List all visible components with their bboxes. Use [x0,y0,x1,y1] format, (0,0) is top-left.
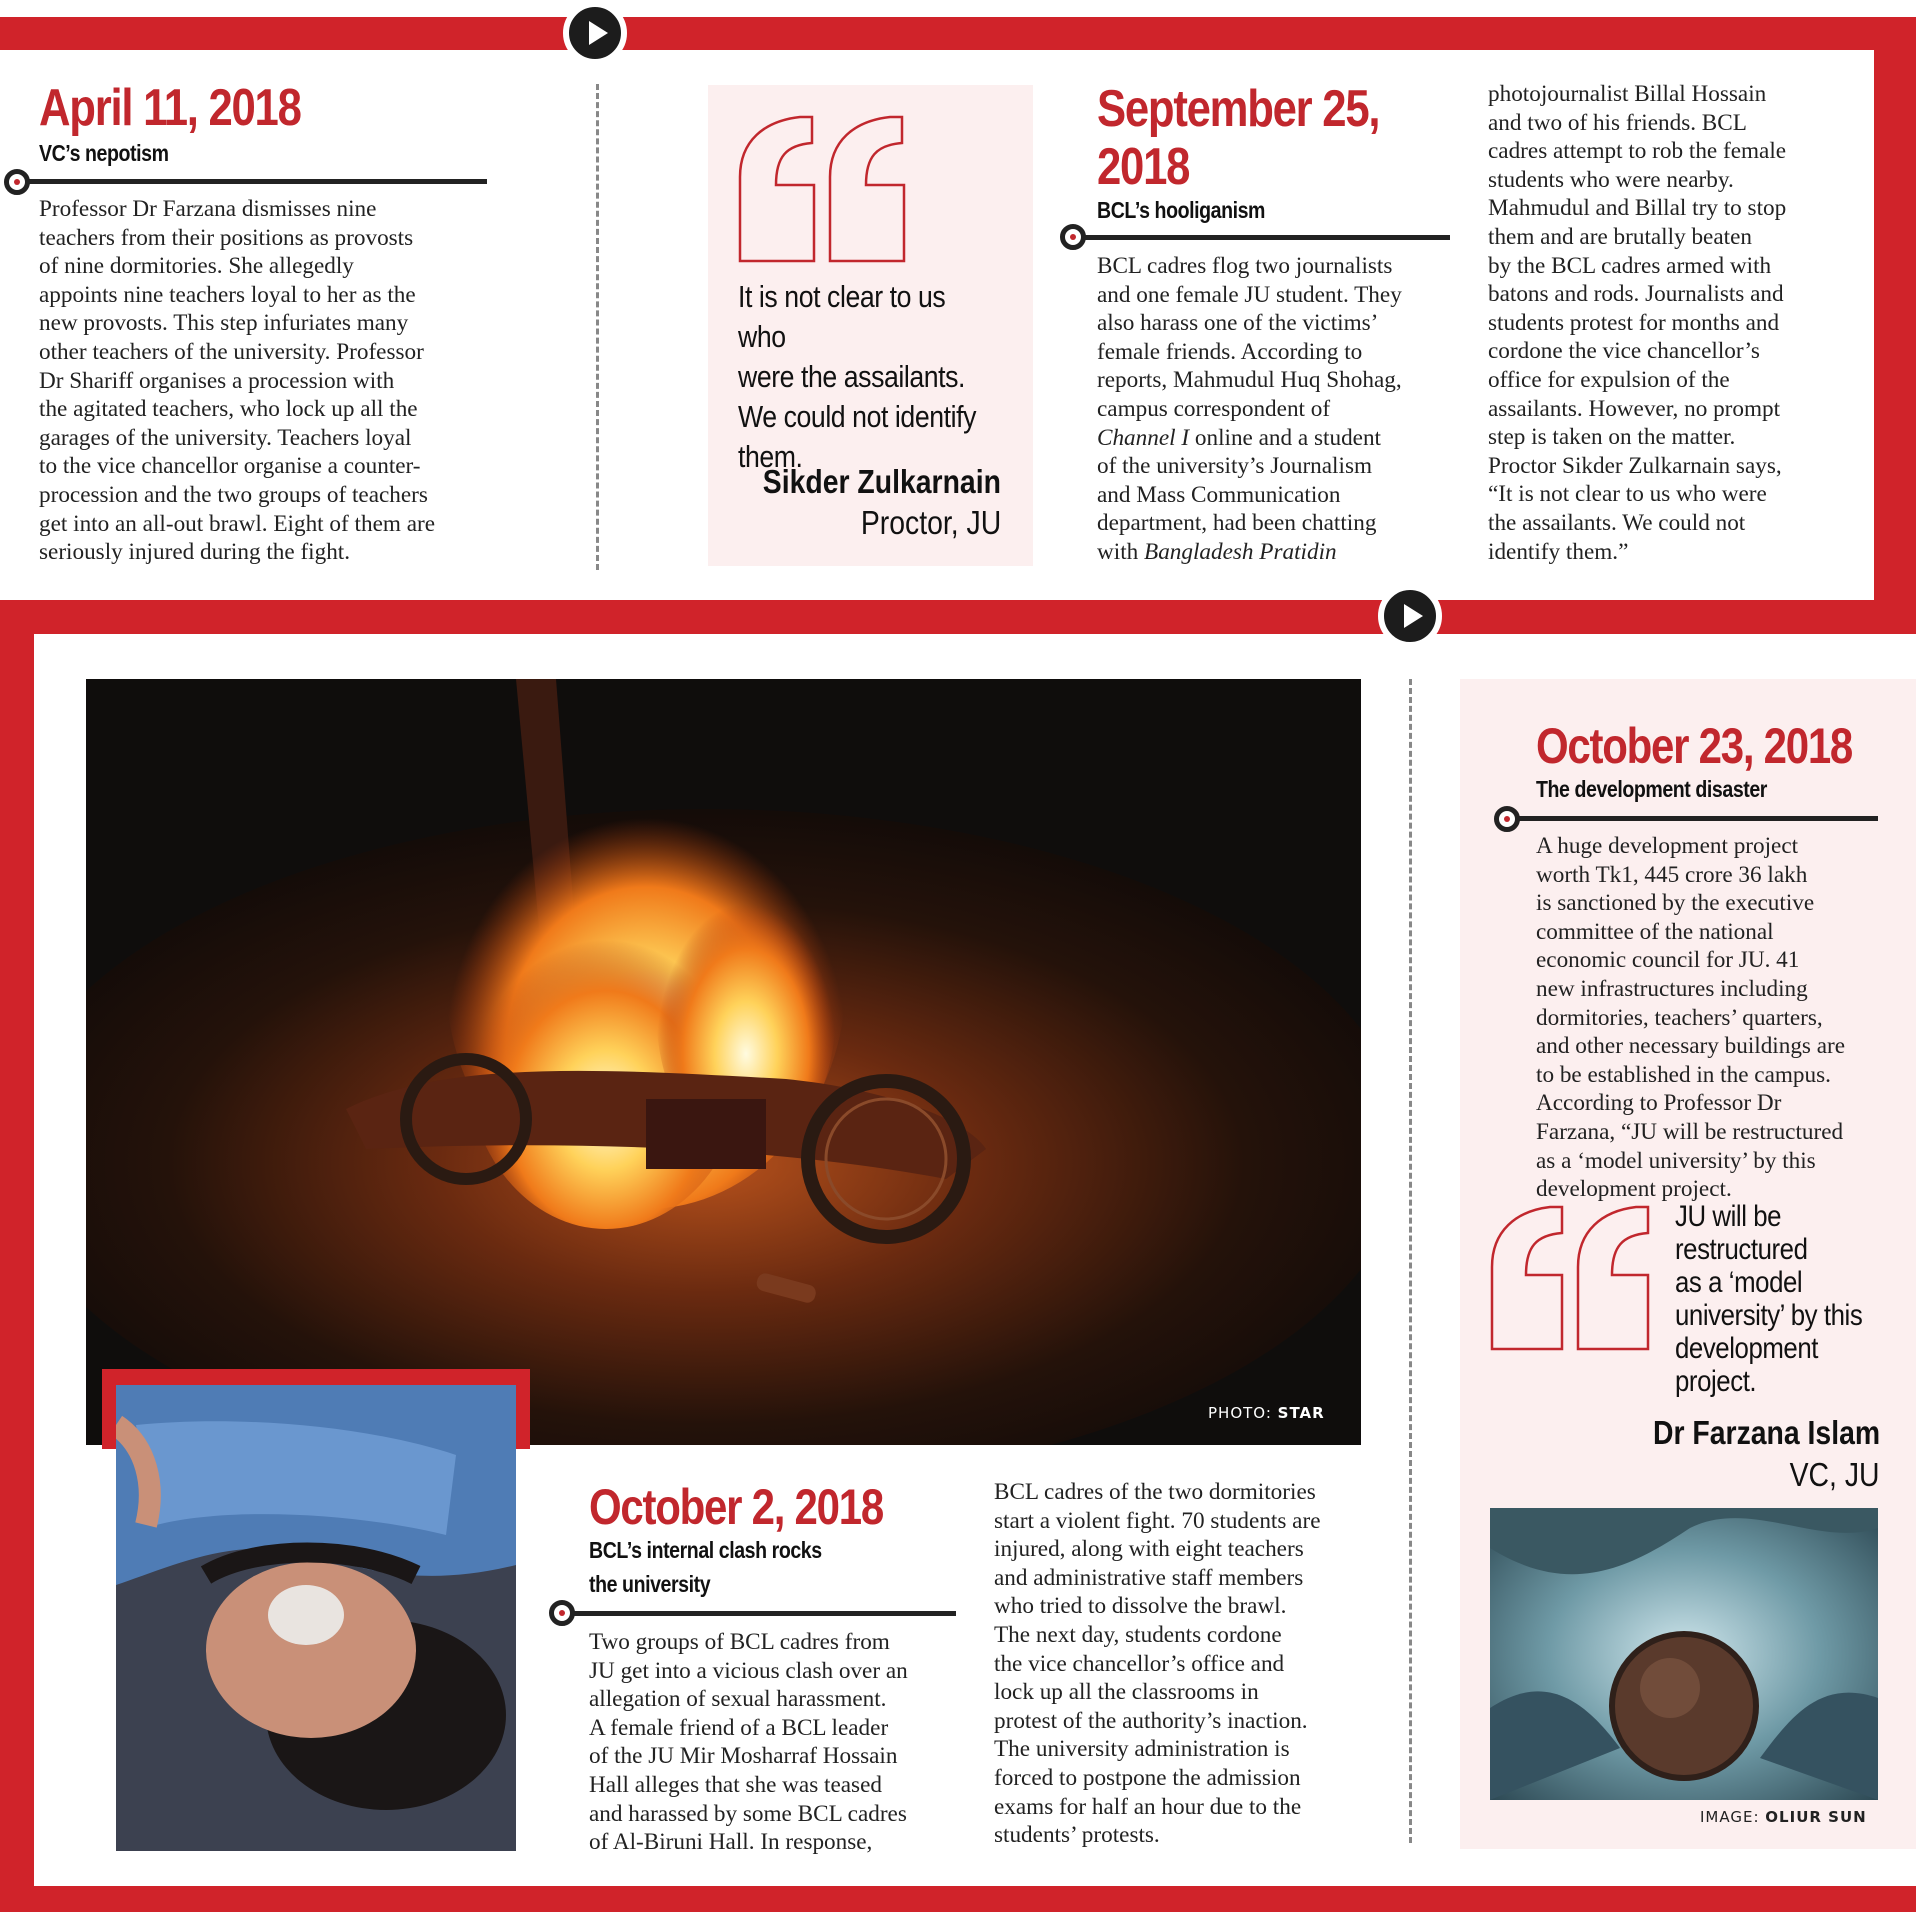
body-line: new provosts. This step infuriates many [39,310,409,337]
body-line: office for expulsion of the [1488,366,1730,393]
entry-date: April 11, 2018 [39,79,301,137]
body-line: garages of the university. Teachers loyal [39,424,412,451]
body-line: cordone the vice chancellor’s [1488,338,1760,365]
body-line: exams for half an hour due to the [994,1793,1302,1820]
body-line: students who were nearby. [1488,166,1734,193]
body-line: to be established in the campus. [1536,1061,1831,1088]
body-line: students protest for months and [1488,309,1780,336]
right-red-frame [1874,17,1916,634]
body-line: JU get into a vicious clash over an [589,1657,908,1684]
body-line: The next day, students cordone [994,1621,1282,1648]
body-line: injured, along with eight teachers [994,1536,1304,1563]
body-line: protest of the authority’s inaction. [994,1707,1308,1734]
timeline-rule [18,179,487,184]
body-line: by the BCL cadres armed with [1488,252,1772,279]
body-line: Farzana, “JU will be restructured [1536,1118,1844,1145]
body-line: campus correspondent of [1097,395,1331,422]
body-line: seriously injured during the fight. [39,539,351,566]
body-line: Hall alleges that she was teased [589,1771,882,1798]
body-line: and two of his friends. BCL [1488,109,1747,136]
entry-body: BCL cadres flog two journalists and one female JU student. They also harass one of the victims’ female friends. According to reports, Mahmudul Huq Shohag, campus correspondent of Channel I online and a student of the university’s Journalism and Mass Communication department, had been chatting with Bangladesh Pratidin [1097,252,1477,567]
body-line: also harass one of the victims’ [1097,310,1379,337]
body-line: of nine dormitories. She allegedly [39,253,354,280]
body-line: department, had been chatting [1097,510,1377,537]
timeline-dot-icon [4,169,30,195]
entry-body-continued [1488,80,1868,566]
body-line: committee of the national [1536,918,1774,945]
body-line: is sanctioned by the executive [1536,890,1815,917]
body-line: to the vice chancellor organise a counter- [39,453,421,480]
body-line: assailants. However, no prompt [1488,395,1781,422]
quote-mark-icon [736,113,914,265]
body-line: procession and the two groups of teachers [39,481,428,508]
body-line: Dr Shariff organises a procession with [39,367,395,394]
body-line: forced to postpone the admission [994,1764,1301,1791]
entry-body-continued [994,1478,1374,1850]
body-line: A huge development project [1536,833,1799,859]
body-line: teachers from their positions as provosts [39,224,414,251]
injured-student-photo [116,1385,516,1851]
body-line: as a ‘model university’ by this [1536,1147,1816,1174]
middle-red-bar [0,600,1916,634]
photo-red-frame [102,1369,530,1385]
body-line: the assailants. We could not [1488,509,1746,536]
quote-mark-icon [1488,1203,1658,1353]
body-line: step is taken on the matter. [1488,424,1736,451]
entry-subtitle: BCL’s hooliganism [1097,197,1266,223]
body-line: and harassed by some BCL cadres [589,1800,907,1827]
entry-body [1536,832,1886,1204]
body-line: photojournalist Billal Hossain [1488,81,1767,107]
quote-text: It is not clear to us who were the assailants. We could not identify them. [738,279,976,474]
body-line: who tried to dissolve the brawl. [994,1593,1287,1620]
body-line: BCL cadres flog two journalists [1097,253,1393,279]
quote-author: Sikder Zulkarnain [762,463,1001,500]
play-icon[interactable] [563,1,627,65]
quote-role: Proctor, JU [860,504,1001,541]
entry-subtitle: The development disaster [1536,776,1767,802]
body-line: batons and rods. Journalists and [1488,281,1784,308]
body-line: of Al-Biruni Hall. In response, [589,1829,873,1856]
entry-date: October 23, 2018 [1536,718,1853,774]
entry-subtitle: VC’s nepotism [39,140,169,166]
body-line: economic council for JU. 41 [1536,947,1800,974]
body-line: and Mass Communication [1097,481,1341,508]
body-line: them and are brutally beaten [1488,223,1752,250]
column-divider [596,84,599,570]
timeline-rule [560,1611,956,1616]
bottom-red-bar [0,1886,1916,1912]
image-credit: IMAGE: OLIUR SUN [1700,1808,1867,1826]
timeline-dot-icon [549,1600,575,1626]
body-line: reports, Mahmudul Huq Shohag, [1097,367,1402,394]
body-line: dormitories, teachers’ quarters, [1536,1004,1823,1031]
fire-photo [86,679,1361,1445]
body-line: the agitated teachers, who lock up all the [39,396,418,423]
body-line: According to Professor Dr [1536,1090,1782,1117]
body-line: of the university’s Journalism [1097,453,1372,480]
body-line: identify them.” [1488,538,1629,565]
entry-body [39,195,499,567]
body-line: The university administration is [994,1736,1290,1763]
entry-subtitle: BCL’s internal clash rocks the university [589,1537,822,1597]
body-line: Two groups of BCL cadres from [589,1629,890,1655]
timeline-dot-icon [1494,806,1520,832]
body-line: students’ protests. [994,1822,1160,1849]
campus-planet-image [1490,1508,1878,1800]
body-line: Professor Dr Farzana dismisses nine [39,196,377,222]
body-line: allegation of sexual harassment. [589,1686,887,1713]
body-line: new infrastructures including [1536,975,1808,1002]
photo-red-frame [514,1369,530,1449]
body-line: cadres attempt to rob the female [1488,138,1787,165]
entry-date: October 2, 2018 [589,1479,883,1535]
timeline-rule [1510,816,1878,821]
timeline-rule [1072,235,1450,240]
body-line: and other necessary buildings are [1536,1033,1846,1060]
timeline-dot-icon [1060,224,1086,250]
body-line: “It is not clear to us who were [1488,481,1767,508]
quote-text: JU will be restructured as a ‘model university’ by this development project. [1675,1200,1863,1398]
body-line: the vice chancellor’s office and [994,1650,1285,1677]
body-line: of the JU Mir Mosharraf Hossain [589,1743,898,1770]
body-line: get into an all-out brawl. Eight of them are [39,510,435,537]
quote-role: VC, JU [1790,1456,1880,1493]
entry-body [589,1628,969,1857]
entry-date: September 25, 2018 [1097,80,1380,196]
body-line: worth Tk1, 445 crore 36 lakh [1536,861,1808,888]
photo-credit: PHOTO: STAR [1208,1404,1325,1422]
play-icon[interactable] [1378,584,1442,648]
body-line: development project. [1536,1176,1732,1203]
body-line: BCL cadres of the two dormitories [994,1479,1316,1505]
body-line: and administrative staff members [994,1564,1304,1591]
top-red-bar [0,17,1916,50]
body-line: other teachers of the university. Professor [39,338,424,365]
body-line: A female friend of a BCL leader [589,1714,889,1741]
body-line: appoints nine teachers loyal to her as the [39,281,416,308]
quote-author: Dr Farzana Islam [1652,1414,1880,1451]
body-line: Mahmudul and Billal try to stop [1488,195,1787,222]
body-line: and one female JU student. They [1097,281,1402,308]
body-line: female friends. According to [1097,338,1363,365]
body-line: lock up all the classrooms in [994,1679,1259,1706]
left-red-frame [0,600,34,1912]
body-line: start a violent fight. 70 students are [994,1507,1321,1534]
column-divider [1409,679,1412,1843]
body-line: Proctor Sikder Zulkarnain says, [1488,452,1782,479]
